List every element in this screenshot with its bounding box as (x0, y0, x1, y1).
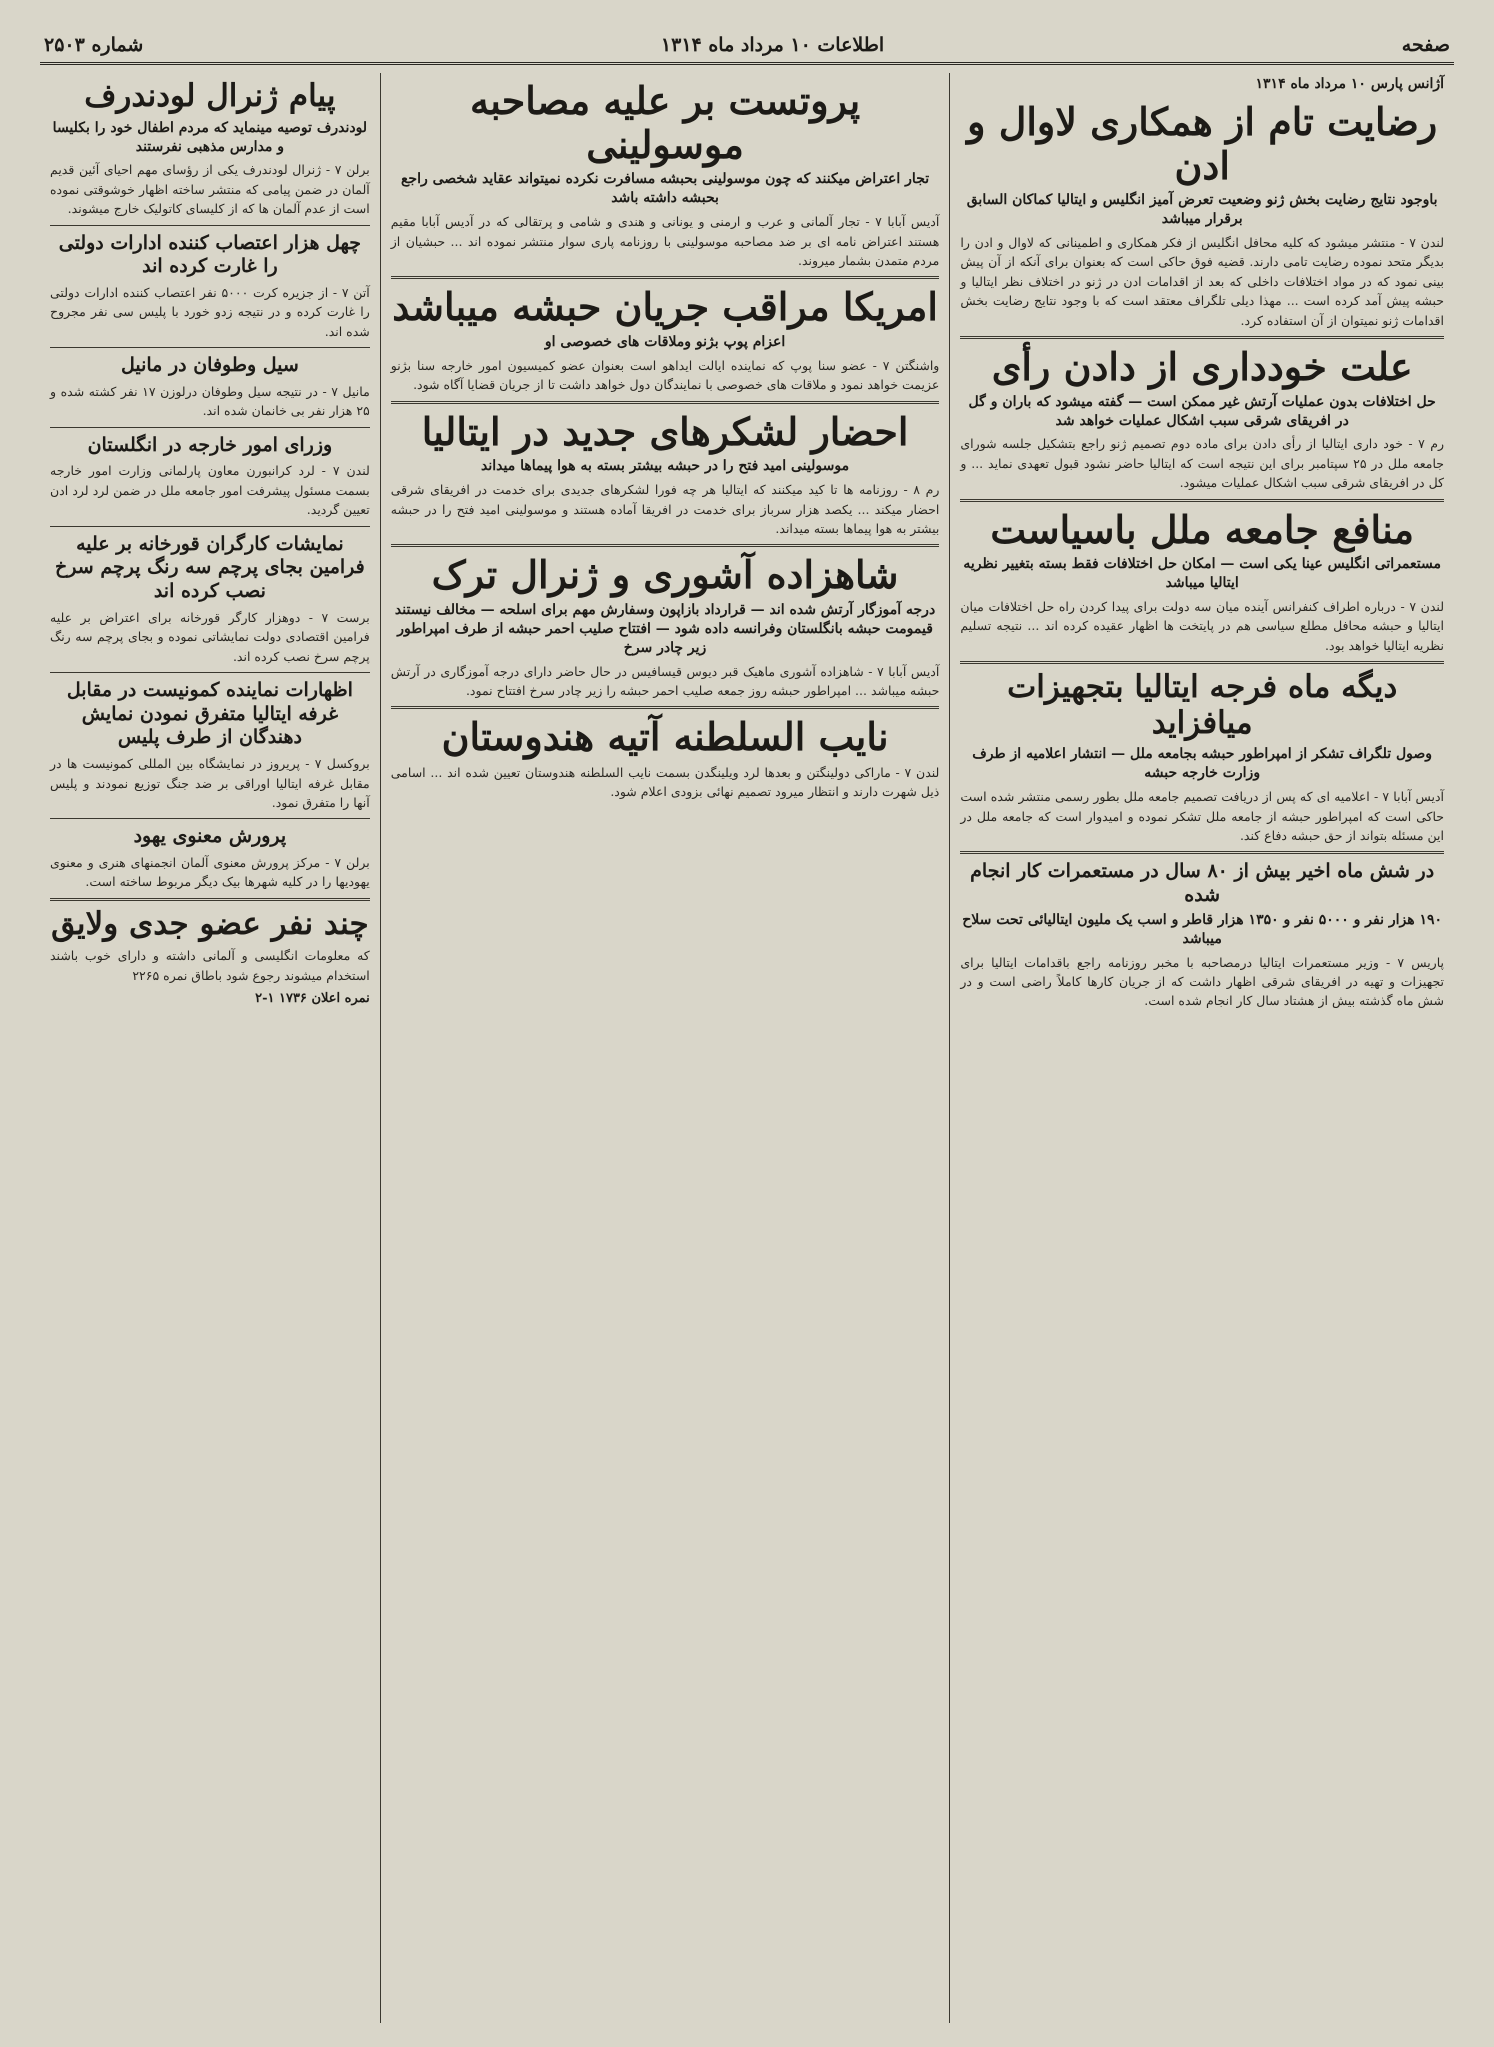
column-left (40, 73, 380, 2023)
divider (391, 706, 940, 709)
article-title: اظهارات نماینده کمونیست در مقابل غرفه ایتالیا متفرق نمودن نمایش دهندگان از طرف پلیس (66, 678, 353, 749)
divider (960, 336, 1444, 339)
article-body: آدیس آبابا ۷ - شاهزاده آشوری ماهیک قبر دیوس قیسافیس در حال حاضر دارای درجه آموزگاری در آرتش حبشه میباشد ... امپراطور حبشه روز جمعه صلیب احمر حبشه را زیر چادر سرخ افتتاح نمود. (390, 663, 940, 699)
article-subtitle: باوجود نتایج رضایت بخش ژنو وضعیت تعرض آمیز انگلیس و ایتالیا کماکان السابق برقرار میباشد (966, 192, 1438, 228)
article-title: چهل هزار اعتصاب کننده ادارات دولتی را غارت کرده اند (58, 231, 361, 278)
divider (50, 818, 370, 819)
article-body: آدیس آبابا ۷ - اعلامیه ای که پس از دریافت تصمیم جامعه ملل بطور رسمی منتشر شده است حاکی است که امپراطور حبشه از جامعه ملل تشکر نموده و امیدوار است که جامعه ملل در این مسئله بتواند از حق حبشه دفاع کند. (960, 789, 1444, 843)
article-subtitle: اعزام پوپ بژنو وملاقات های خصوصی او (544, 333, 786, 350)
article-body: لندن ۷ - منتشر میشود که کلیه محافل انگلیس از فکر همکاری و اطمینانی که لاوال و ادن را بدیگر متحد نموده رضایت تامی دارند. قضیه فوق حاکی است که بعنوان برای آنکه از آن پیش بینی نمود که در مواد اختلافات داخلی که بعد از اقدامات ادن در ژنو در اختلاف نظر ایتالیا و حبشه پیش آمد کرده است ... مهذا دیلی تلگراف معتقد است که با وجود نتایج رضایت بخش اقدامات ژنو نمیتوان از آن استفاده کرد. (960, 235, 1445, 328)
article-title: در شش ماه اخیر بیش از ۸۰ سال در مستعمرات کار انجام شده (970, 860, 1435, 907)
article-subtitle: مستعمراتی انگلیس عینا یکی است — امکان حل اختلافات فقط بسته بتغییر نظریه ایتالیا میباشد (963, 556, 1441, 592)
article-subtitle: موسولینی امید فتح را در حبشه بیشتر بسته به هوا پیماها میداند (481, 458, 850, 475)
divider (960, 851, 1444, 854)
article-title: دیگه ماه فرجه ایتالیا بتجهیزات میافزاید (1007, 669, 1398, 741)
article-body: بروکسل ۷ - پریروز در نمایشگاه بین المللی کمونیست ها در مقابل غرفه ایتالیا اوراقی بر ضد جنگ توزیع نمودند و پلیس آنها را متفرق نمود. (50, 756, 370, 810)
article-body: مانیل ۷ - در نتیجه سیل وطوفان درلوزن ۱۷ نفر کشته شده و ۲۵ هزار نفر بی خانمان شده اند. (50, 383, 370, 419)
article-subtitle: درجه آموزگار آرتش شده اند — قرارداد بازاپون وسفارش مهم برای اسلحه — مخالف نیستند قیمومت حبشه بانگلستان وفرانسه داده شود — افتتاح صلیب احمر حبشه از طرف امپراطور زیر چادر سرخ (394, 602, 936, 656)
article-subtitle: تجار اعتراض میکنند که چون موسولینی بحبشه مسافرت نکرده نمیتواند عقاید شخصی راجع بحبشه داشته باشد (400, 171, 930, 207)
article-body: واشنگتن ۷ - عضو سنا پوپ که نماینده ایالت ایداهو است بعنوان عضو کمیسیون امور خارجه سنا بژنو عزیمت خواهد نمود و ملاقات های خصوصی با نمایندگان دول خواهد داشت تا از جریان قضایا آگاه شود. (390, 357, 940, 393)
article-title: علت خودداری از دادن رأی (991, 343, 1413, 389)
column-middle (380, 73, 950, 2023)
ad-body: که معلومات انگلیسی و آلمانی داشته و دارای خوب باشند استخدام میشوند رجوع شود باطاق نمره ۲۲۶۵ (50, 948, 370, 983)
article-body: رم ۸ - روزنامه ها تا کید میکنند که ایتالیا هر چه فورا لشکرهای جدیدی برای خدمت در افریقای شرقی احضار میکند ... یکصد هزار سرباز برای خدمت در افریقا آماده هستند و موسولینی امید فتح را در حبشه بیشتر به هوا پیماها بسته میداند. (390, 482, 940, 536)
article-title: وزرای امور خارجه در انگلستان (87, 433, 333, 456)
article-body: لندن ۷ - درباره اطراف کنفرانس آینده میان سه دولت برای پیدا کردن راه حل اختلافات میان ایتالیا و حبشه محافل مطلع سیاسی هم در پایتخت ها اظهار عقیده کرده اند ... نتیجه تسلیم نظریه ایتالیا خواهد بود. (960, 598, 1445, 653)
article-title: امریکا مراقب جریان حبشه میباشد (392, 284, 938, 330)
article-body: برلن ۷ - ژنرال لودندرف یکی از رؤسای مهم احیای آئین قدیم آلمان در ضمن پیامی که منتشر ساخته اظهار خوشوقتی نموده است از عدم آلمان ها که از کلیسای کاتولیک خارج میشوند. (50, 162, 370, 217)
column-right (949, 73, 1454, 2023)
columns (40, 73, 1454, 2023)
divider (50, 225, 370, 226)
ad-title: چند نفر عضو جدی ولایق (51, 905, 369, 942)
divider (960, 661, 1444, 664)
article-subtitle: وصول تلگراف تشکر از امپراطور حبشه بجامعه ملل — انتشار اعلامیه از طرف وزارت خارجه حبشه (972, 746, 1433, 782)
article-title: شاهزاده آشوری و ژنرال ترک (431, 552, 899, 598)
article-title: پرورش معنوی یهود (133, 825, 287, 848)
divider (391, 401, 940, 404)
page-label: صفحه (1401, 34, 1450, 56)
masthead (40, 34, 1454, 65)
article-body: لندن ۷ - لرد کرانبورن معاون پارلمانی وزارت امور خارجه بسمت مسئول پیشرفت امور جامعه ملل در ضمن لرد لرد ادن تعیین گردید. (50, 463, 370, 518)
article-title: احضار لشکرهای جدید در ایتالیا (421, 408, 909, 454)
article-title: نایب السلطنه آتیه هندوستان (441, 714, 889, 760)
article-title: پیام ژنرال لودندرف (84, 78, 336, 114)
article-subtitle: ۱۹۰ هزار نفر و ۵۰۰۰ نفر و ۱۳۵۰ هزار قاطر و اسب یک ملیون ایتالیائی تحت سلاح میباشد (962, 911, 1443, 947)
ad-number: نمره اعلان ۱۷۳۶ ۱-۲ (255, 991, 370, 1007)
divider (391, 544, 940, 547)
divider (391, 276, 940, 279)
article-title: سیل وطوفان در مانیل (120, 354, 299, 377)
article-body: برلن ۷ - مرکز پرورش معنوی آلمان انجمنهای هنری و معنوی یهودیها را در کلیه شهرها بیک دیگر مربوط ساخته است. (50, 855, 370, 890)
divider (50, 672, 370, 673)
divider (50, 427, 370, 428)
article-title: نمایشات کارگران قورخانه بر علیه فرامین بجای پرچم سه رنگ پرچم سرخ نصب کرده اند (55, 532, 365, 603)
article-body: رم ۷ - خود داری ایتالیا از رأی دادن برای ماده دوم تصمیم ژنو راجع بتشکیل جلسه شورای جامعه ملل در ۲۵ سپتامبر برای این نتیجه است که ایتالیا حاضر نشود قبول تعهدی نماید ... و کل در افریقای شرقی سبب اشکال عملیات میشود. (960, 436, 1444, 491)
article-body: لندن ۷ - ماراکی دولینگتن و بعدها لرد ویلینگدن بسمت نایب السلطنه هندوستان تعیین شده اند ... اسامی ذیل شهرت دارند و انتظار میرود تصمیم نهائی بزودی اعلام شود. (390, 765, 940, 800)
article-body: آدیس آبابا ۷ - تجار آلمانی و عرب و ارمنی و یونانی و هندی و شامی و پرتقالی که در آدیس آبابا مقیم هستند اعتراض نامه ای بر ضد مصاحبه موسولینی با روزنامه پاری سوار منتشر نموده اند ... حبشیان از مردم متمدن بشمار میروند. (390, 214, 940, 268)
article-subtitle: لودندرف توصیه مینماید که مردم اطفال خود را بکلیسا و مدارس مذهبی نفرستند (52, 119, 368, 155)
divider (50, 347, 370, 348)
article-title: منافع جامعه ملل باسیاست (990, 506, 1414, 552)
masthead-date: اطلاعات ۱۰ مرداد ماه ۱۳۱۴ (660, 34, 885, 56)
article-body: برست ۷ - دوهزار کارگر قورخانه برای اعتراض بر علیه فرامین اقتصادی دولت نمایشاتی نموده و بجای پرچم سه رنگ پرچم سرخ نصب کرده اند. (50, 609, 370, 664)
agency-line: آژانس پارس ۱۰ مرداد ماه ۱۳۱۴ (1255, 76, 1444, 92)
article-title: پروتست بر علیه مصاحبه موسولینی (469, 78, 861, 167)
ad-footer (50, 991, 370, 1006)
article-title: رضایت تام از همکاری لاوال و ادن (967, 98, 1438, 188)
divider (960, 499, 1444, 502)
divider (50, 526, 370, 527)
article-body: آتن ۷ - از جزیره کرت ۵۰۰۰ نفر اعتصاب کننده ادارات دولتی را غارت کرده و در نتیجه زدو خورد با پلیس سی نفر مجروح شده اند. (50, 285, 370, 339)
article-body: پاریس ۷ - وزیر مستعمرات ایتالیا درمصاحبه با مخبر روزنامه راجع باقدامات ایتالیا برای تجهیزات و تهیه در افریقای شرقی اظهار داشت که از جریان کارها کاملاً راضی است و در شش ماه گذشته بیش از هشتاد سال کار انجام شده است. (960, 954, 1444, 1009)
issue-number: شماره ۲۵۰۳ (44, 34, 144, 56)
divider (50, 898, 370, 901)
article-subtitle: حل اختلافات بدون عملیات آرتش غیر ممکن است — گفته میشود که باران و گل در افریقای شرقی سبب اشکال عملیات خواهد شد (968, 393, 1436, 429)
